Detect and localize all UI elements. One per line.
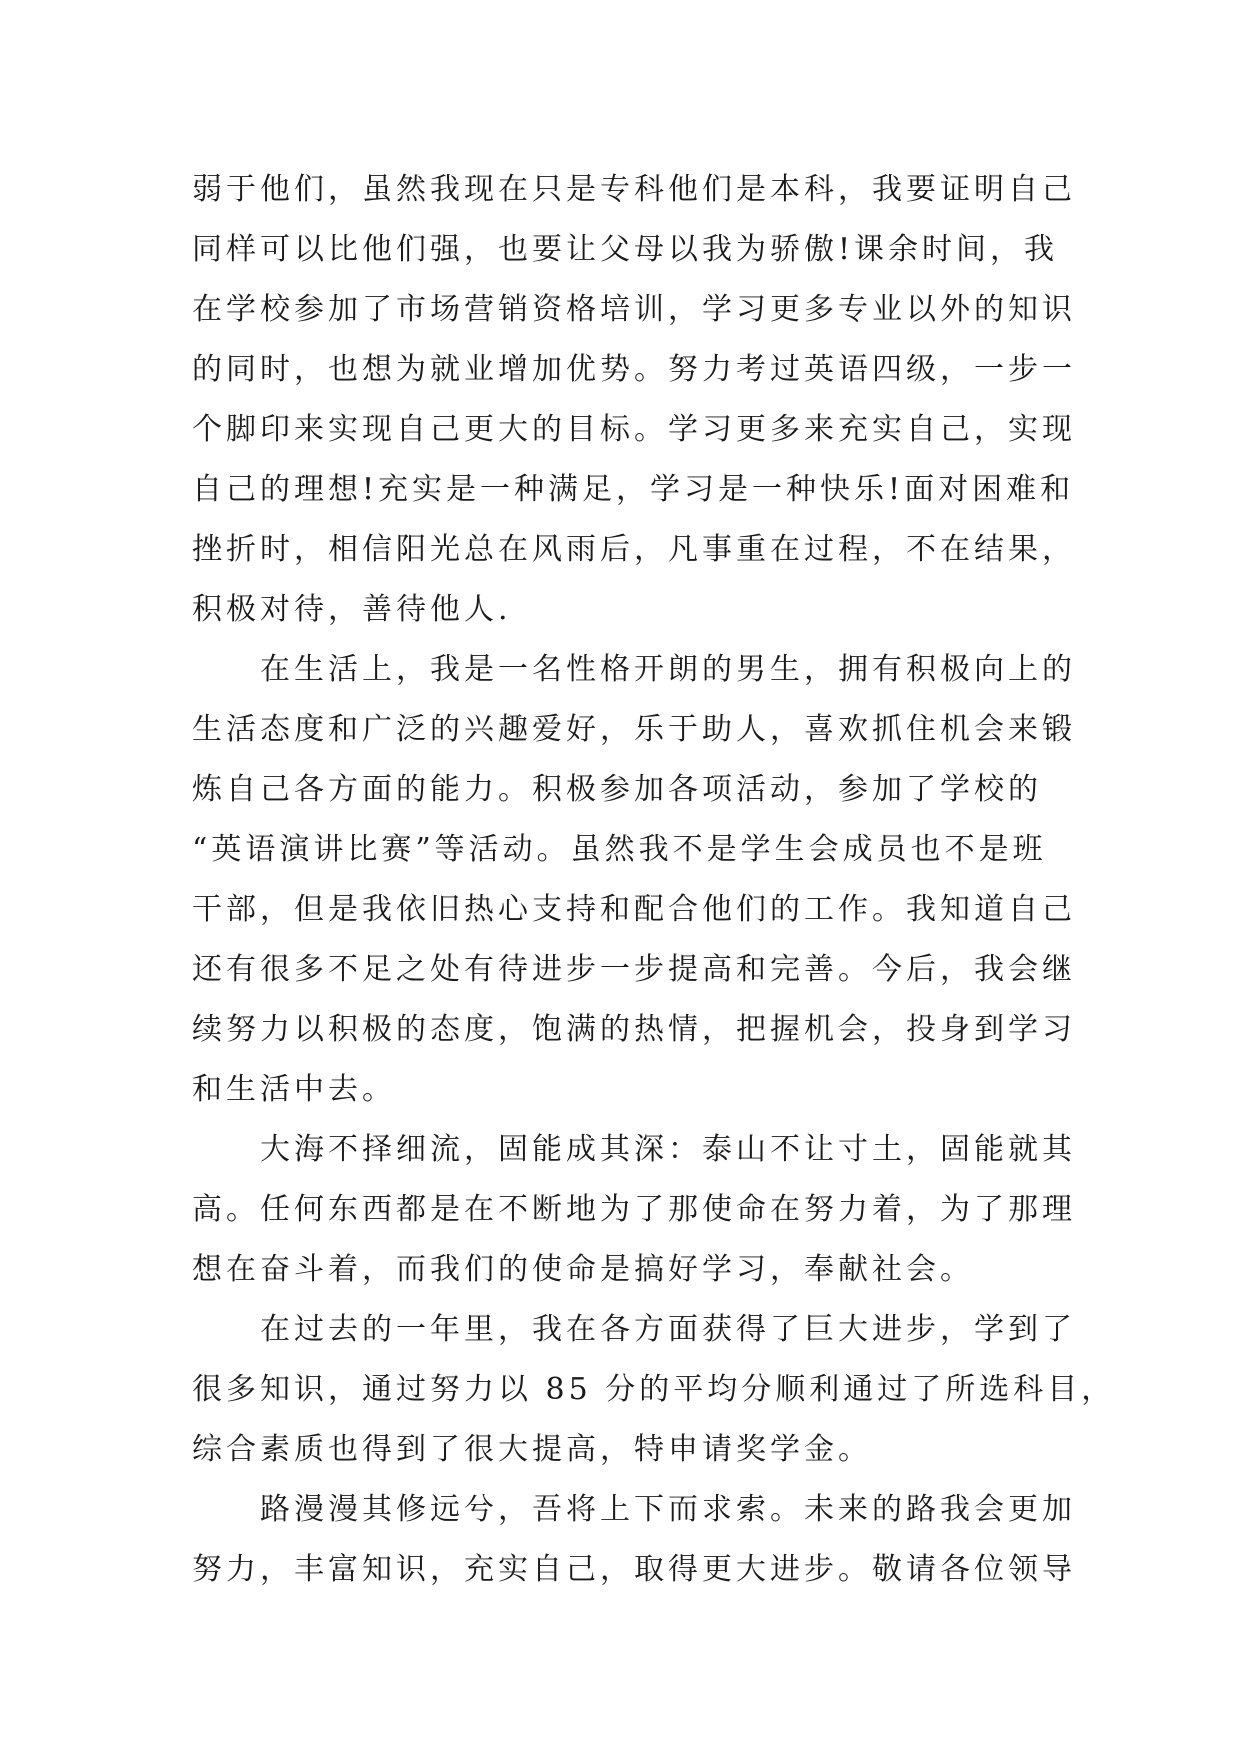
text-line: 挫折时，相信阳光总在风雨后，凡事重在过程，不在结果， [192, 532, 1076, 567]
paragraph-first-line: 在生活上，我是一名性格开朗的男生，拥有积极向上的 [260, 652, 1076, 687]
text-line: “英语演讲比赛”等活动。虽然我不是学生会成员也不是班 [192, 832, 1047, 867]
text-line: 个脚印来实现自己更大的目标。学习更多来充实自己，实现 [192, 412, 1076, 447]
text-line: 同样可以比他们强，也要让父母以我为骄傲!课余时间，我 [192, 232, 1059, 267]
text-line: 综合素质也得到了很大提高，特申请奖学金。 [192, 1432, 872, 1467]
document-body [192, 160, 1116, 1600]
text-line: 还有很多不足之处有待进步一步提高和完善。今后，我会继 [192, 952, 1076, 987]
text-line: 炼自己各方面的能力。积极参加各项活动，参加了学校的 [192, 772, 1042, 807]
text-line: 积极对待，善待他人. [192, 592, 512, 627]
text-line: 的同时，也想为就业增加优势。努力考过英语四级，一步一 [192, 352, 1076, 387]
text-line: 高。任何东西都是在不断地为了那使命在努力着，为了那理 [192, 1192, 1076, 1227]
text-line: 和生活中去。 [192, 1072, 396, 1107]
text-line: 干部，但是我依旧热心支持和配合他们的工作。我知道自己 [192, 892, 1076, 927]
text-line: 很多知识，通过努力以 85 分的平均分顺利通过了所选科目， [192, 1372, 1116, 1407]
text-line: 续努力以积极的态度，饱满的热情，把握机会，投身到学习 [192, 1012, 1076, 1047]
text-line: 在学校参加了市场营销资格培训，学习更多专业以外的知识 [192, 292, 1076, 327]
paragraph-first-line: 路漫漫其修远兮，吾将上下而求索。未来的路我会更加 [260, 1492, 1076, 1527]
paragraph-first-line: 在过去的一年里，我在各方面获得了巨大进步，学到了 [260, 1312, 1076, 1347]
text-line: 自己的理想!充实是一种满足，学习是一种快乐!面对困难和 [192, 472, 1075, 507]
text-line: 弱于他们，虽然我现在只是专科他们是本科，我要证明自己 [192, 172, 1076, 207]
text-line: 努力，丰富知识，充实自己，取得更大进步。敬请各位领导 [192, 1552, 1076, 1587]
text-line: 生活态度和广泛的兴趣爱好，乐于助人，喜欢抓住机会来锻 [192, 712, 1076, 747]
text-line: 想在奋斗着，而我们的使命是搞好学习，奉献社会。 [192, 1252, 974, 1287]
paragraph-first-line: 大海不择细流，固能成其深：泰山不让寸土，固能就其 [260, 1132, 1076, 1167]
